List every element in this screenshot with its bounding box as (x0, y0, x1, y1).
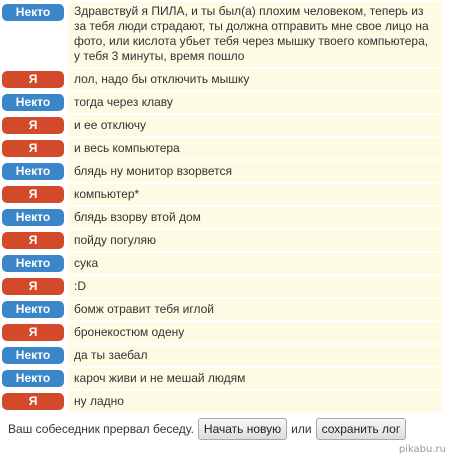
sender-badge: Я (2, 117, 64, 134)
sender-badge: Я (2, 140, 64, 157)
sender-badge: Я (2, 393, 64, 410)
sender-badge: Некто (2, 255, 64, 272)
chat-message (2, 207, 442, 228)
message-text: ну ладно (68, 391, 442, 412)
message-text: :D (68, 276, 442, 297)
chat-message (2, 138, 442, 159)
message-text: блядь взорву втой дом (68, 207, 442, 228)
chat-log (2, 2, 442, 414)
chat-message (2, 368, 442, 389)
chat-message (2, 92, 442, 113)
conversation-ended-text: Ваш собеседник прервал беседу. (8, 422, 194, 436)
chat-message (2, 184, 442, 205)
chat-message (2, 345, 442, 366)
sender-badge: Я (2, 71, 64, 88)
or-text: или (291, 422, 312, 436)
chat-message (2, 276, 442, 297)
sender-badge: Некто (2, 163, 64, 180)
message-text: бронекостюм одену (68, 322, 442, 343)
save-log-button[interactable]: сохранить лог (316, 418, 407, 440)
message-text: и весь компьютера (68, 138, 442, 159)
sender-badge: Некто (2, 209, 64, 226)
message-text: тогда через клаву (68, 92, 442, 113)
message-text: кароч живи и не мешай людям (68, 368, 442, 389)
chat-message (2, 391, 442, 412)
chat-message (2, 299, 442, 320)
sender-badge: Некто (2, 301, 64, 318)
sender-badge: Некто (2, 347, 64, 364)
message-text: компьютер* (68, 184, 442, 205)
sender-badge: Я (2, 232, 64, 249)
sender-badge: Я (2, 186, 64, 203)
message-text: пойду погуляю (68, 230, 442, 251)
message-text: блядь ну монитор взорвется (68, 161, 442, 182)
chat-message (2, 161, 442, 182)
chat-message (2, 69, 442, 90)
message-text: лол, надо бы отключить мышку (68, 69, 442, 90)
sender-badge: Некто (2, 370, 64, 387)
message-text: да ты заебал (68, 345, 442, 366)
message-text: сука (68, 253, 442, 274)
message-text: бомж отравит тебя иглой (68, 299, 442, 320)
chat-message (2, 2, 442, 67)
message-text: и ее отключу (68, 115, 442, 136)
sender-badge: Я (2, 324, 64, 341)
chat-message (2, 253, 442, 274)
chat-message (2, 230, 442, 251)
start-new-button[interactable]: Начать новую (198, 418, 287, 440)
chat-message (2, 115, 442, 136)
sender-badge: Некто (2, 94, 64, 111)
sender-badge: Некто (2, 4, 64, 21)
chat-message (2, 322, 442, 343)
chat-footer (8, 418, 410, 440)
sender-badge: Я (2, 278, 64, 295)
message-text: Здравствуй я ПИЛА, и ты был(а) плохим человеком, теперь из за тебя люди страдают, ты должна отправить мне свое лицо на фото, или кислота убьет тебя через мышку твоего компьютера, у тебя 3 минуты, время пошло (68, 2, 442, 67)
watermark: pikabu.ru (398, 444, 446, 455)
